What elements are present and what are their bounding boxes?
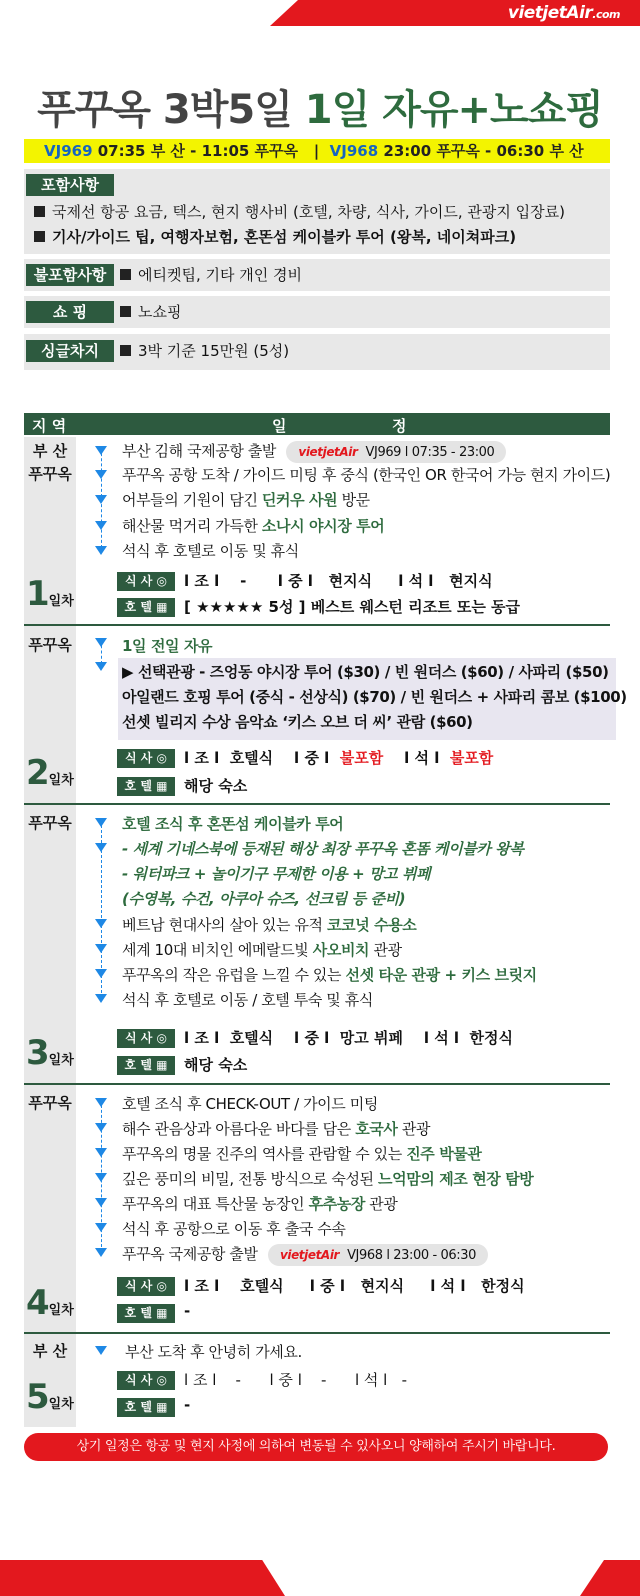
day2-meals: l 조 l 호텔식 l 중 l 불포함 l 석 l 불포함	[184, 749, 494, 767]
day1-region-2: 푸꾸옥	[28, 465, 72, 483]
hotel-tag: 호 텔 ▦	[117, 1056, 175, 1075]
day3-item-5: 베트남 현대사의 살아 있는 유적 코코넛 수용소	[122, 916, 417, 934]
day4-item-5: 푸꾸옥의 대표 특산물 농장인 후추농장 관광	[122, 1195, 398, 1213]
bottom-red-right	[580, 1560, 640, 1596]
bullet-icon	[95, 843, 107, 852]
day1-item-1: 부산 김해 국제공항 출발 vietjetAir VJ969 l 07:35 - 23:00	[122, 440, 506, 463]
day3-item-6: 세계 10대 비치인 에메랄드빛 사오비치 관광	[122, 941, 402, 959]
included-box	[24, 169, 610, 254]
bullet-icon	[95, 521, 107, 530]
day3-item-4: (수영복, 수건, 아쿠아 슈즈, 선크림 등 준비)	[122, 890, 406, 908]
day5-region: 부 산	[32, 1342, 68, 1360]
meal-tag: 식 사 ◎	[117, 572, 175, 591]
flight-pill: vietjetAir VJ969 l 07:35 - 23:00	[286, 441, 506, 463]
meal-tag: 식 사 ◎	[117, 1371, 175, 1390]
day4-item-4: 깊은 풍미의 비밀, 전통 방식으로 숙성된 느억맘의 제조 현장 탐방	[122, 1170, 534, 1188]
bullet-icon	[95, 1148, 107, 1157]
bullet-icon	[95, 919, 107, 928]
bullet-icon	[95, 1173, 107, 1182]
bullet-icon	[95, 969, 107, 978]
bullet-icon	[95, 944, 107, 953]
day1-region-1: 부 산	[32, 442, 68, 460]
bullet-icon	[95, 1223, 107, 1232]
included-tag: 포함사항	[26, 174, 114, 196]
day4-item-3: 푸꾸옥의 명물 진주의 역사를 관람할 수 있는 진주 박물관	[122, 1145, 482, 1163]
top-banner	[0, 0, 640, 26]
day1-hotel: [ ★★★★★ 5성 ] 베스트 웨스턴 리조트 또는 동급	[184, 598, 521, 616]
day4-item-2: 해수 관음상과 아름다운 바다를 담은 호국사 관광	[122, 1120, 431, 1138]
hotel-tag: 호 텔 ▦	[117, 777, 175, 796]
single-charge-text: 3박 기준 15만원 (5성)	[120, 338, 289, 364]
day4-item-1: 호텔 조식 후 CHECK-OUT / 가이드 미팅	[122, 1095, 378, 1113]
shopping-box	[24, 296, 610, 328]
bullet-icon	[95, 1123, 107, 1132]
bullet-icon	[95, 662, 107, 671]
day-divider	[24, 1083, 610, 1085]
shopping-text: 노쇼핑	[120, 299, 181, 325]
included-line-1: 국제선 항공 요금, 텍스, 현지 행사비 (호텔, 차량, 식사, 가이드, 관광지 입장료)	[34, 199, 565, 225]
excluded-tag: 불포함사항	[26, 264, 114, 286]
day2-label: 2일차	[26, 753, 74, 793]
day3-label: 3일차	[26, 1033, 74, 1073]
bullet-icon	[95, 470, 107, 479]
day5-label: 5일차	[26, 1377, 74, 1417]
page-title: 푸꾸옥 3박5일 1일 자유+노쇼핑	[37, 87, 603, 133]
meal-tag: 식 사 ◎	[117, 1277, 175, 1296]
day2-item-1: 1일 전일 자유	[122, 637, 213, 655]
header-plan-1: 일	[272, 417, 287, 435]
day2-region: 푸꾸옥	[28, 636, 72, 654]
bullet-icon	[95, 495, 107, 504]
day4-meals: l 조 l 호텔식 l 중 l 현지식 l 석 l 한정식	[184, 1277, 525, 1295]
day3-item-8: 석식 후 호텔로 이동 / 호텔 투숙 및 휴식	[122, 991, 373, 1009]
day1-meals: l 조 l - l 중 l 현지식 l 석 l 현지식	[184, 572, 493, 590]
bottom-red-left	[0, 1560, 285, 1596]
day2-optional-1: ▶ 선택관광 - 즈엉동 야시장 투어 ($30) / 빈 원더스 ($60) / 사파리 ($50)	[122, 663, 609, 681]
shopping-tag: 쇼 핑	[26, 301, 114, 323]
bullet-icon	[95, 546, 107, 555]
bullet-icon	[95, 1346, 107, 1355]
single-charge-box	[24, 334, 610, 370]
day4-item-7: 푸꾸옥 국제공항 출발 vietjetAir VJ968 l 23:00 - 06:30	[122, 1243, 488, 1266]
vietjet-logo: vietjetAir.com	[507, 3, 620, 23]
day1-label: 1일차	[26, 574, 74, 614]
bullet-icon	[95, 818, 107, 827]
bullet-icon	[95, 1098, 107, 1107]
included-line-2: 기사/가이드 팁, 여행자보험, 혼똔섬 케이블카 투어 (왕복, 네이쳐파크)	[34, 224, 516, 250]
day2-optional-3: 선셋 빌리지 수상 음악쇼 ‘키스 오브 더 씨’ 관람 ($60)	[122, 713, 473, 731]
day3-item-3: - 워터파크 + 놀이기구 무제한 이용 + 망고 뷔페	[122, 865, 431, 883]
bullet-icon	[95, 1198, 107, 1207]
excluded-text: 에티켓팁, 기타 개인 경비	[120, 262, 302, 288]
day2-optional-2: 아일랜드 호핑 투어 (중식 - 선상식) ($70) / 빈 원더스 + 사파리 콤보 ($100)	[122, 688, 627, 706]
day3-hotel: 해당 숙소	[184, 1056, 248, 1074]
day-divider	[24, 803, 610, 805]
day4-item-6: 석식 후 공항으로 이동 후 출국 수속	[122, 1220, 346, 1238]
day-divider	[24, 624, 610, 626]
flight-pill: vietjetAir VJ968 l 23:00 - 06:30	[268, 1244, 488, 1266]
bullet-icon	[95, 638, 107, 647]
hotel-tag: 호 텔 ▦	[117, 1398, 175, 1417]
bullet-icon	[95, 994, 107, 1003]
day5-item-1: 부산 도착 후 안녕히 가세요.	[125, 1343, 302, 1361]
day-divider	[24, 1332, 610, 1334]
hotel-tag: 호 텔 ▦	[117, 598, 175, 617]
header-plan-2: 정	[392, 417, 407, 435]
bullet-icon	[95, 1248, 107, 1257]
hotel-tag: 호 텔 ▦	[117, 1304, 175, 1323]
meal-tag: 식 사 ◎	[117, 1029, 175, 1048]
footer-notice: 상기 일정은 항공 및 현지 사정에 의하여 변동될 수 있사오니 양해하여 주시기 바랍니다.	[24, 1433, 608, 1461]
day4-hotel: -	[184, 1302, 191, 1320]
single-charge-tag: 싱글차지	[26, 340, 114, 362]
day5-meals: l 조 l - l 중 l - l 석 l -	[184, 1371, 408, 1389]
day4-label: 4일차	[26, 1283, 74, 1323]
day4-region: 푸꾸옥	[28, 1094, 72, 1112]
day1-item-3: 어부들의 기원이 담긴 딘커우 사원 방문	[122, 491, 370, 509]
day2-hotel: 해당 숙소	[184, 777, 248, 795]
day3-item-2: - 세계 기네스북에 등재된 해상 최장 푸꾸옥 혼똠 케이블카 왕복	[122, 840, 524, 858]
bullet-icon	[95, 446, 107, 455]
header-region: 지 역	[32, 417, 67, 435]
meal-tag: 식 사 ◎	[117, 749, 175, 768]
bottom-banner	[0, 1560, 640, 1596]
flight-info-bar: VJ969 07:35 부 산 - 11:05 푸꾸옥 | VJ968 23:00 푸꾸옥 - 06:30 부 산	[24, 139, 610, 163]
day3-item-7: 푸꾸옥의 작은 유럽을 느낄 수 있는 선셋 타운 관광 + 키스 브릿지	[122, 966, 537, 984]
day3-region: 푸꾸옥	[28, 814, 72, 832]
excluded-box	[24, 259, 610, 291]
day3-meals: l 조 l 호텔식 l 중 l 망고 뷔페 l 석 l 한정식	[184, 1029, 513, 1047]
day1-item-4: 해산물 먹거리 가득한 소나시 야시장 투어	[122, 517, 385, 535]
schedule-header	[24, 413, 610, 435]
day3-item-1: 호텔 조식 후 혼똔섬 케이블카 투어	[122, 815, 344, 833]
day5-hotel: -	[184, 1396, 191, 1414]
day1-item-5: 석식 후 호텔로 이동 및 휴식	[122, 542, 299, 560]
day1-item-2: 푸꾸옥 공항 도착 / 가이드 미팅 후 중식 (한국인 OR 한국어 가능 현지 가이드)	[122, 466, 611, 484]
